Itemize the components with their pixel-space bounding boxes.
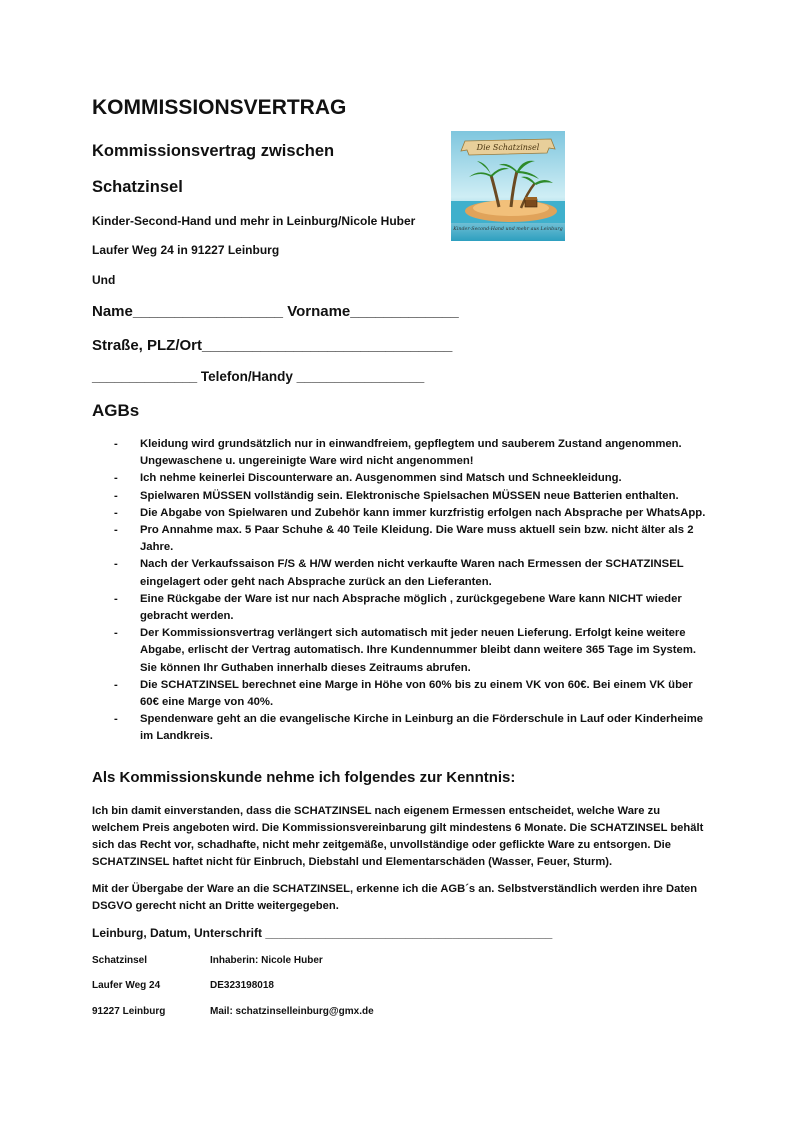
strasse-blank[interactable]: ______________________________: [202, 337, 453, 354]
phone-row: [92, 369, 424, 384]
phone-prefix-blank[interactable]: ______________: [92, 369, 198, 384]
contract-subtitle: Kommissionsvertrag zwischen: [92, 142, 335, 160]
phone-blank[interactable]: _________________: [296, 369, 425, 384]
name-label: Name: [92, 303, 133, 320]
footer-email: Mail: schatzinselleinburg@gmx.de: [210, 1006, 374, 1017]
footer-tax-id: DE323198018: [210, 980, 274, 991]
strasse-label: Straße, PLZ/Ort: [92, 337, 203, 354]
shop-description: Kinder-Second-Hand und mehr in Leinburg/Nicole Huber: [92, 214, 416, 228]
shop-name: Schatzinsel: [92, 178, 183, 196]
notice-paragraph-2: Mit der Übergabe der Ware an die SCHATZINSEL, erkenne ich die AGB´s an. Selbstverständlich werden ihre Daten DSGVO gerecht nicht an Dritte weitergegeben.: [92, 883, 698, 912]
footer-street: Laufer Weg 24: [92, 980, 161, 991]
vorname-blank[interactable]: _____________: [350, 303, 459, 320]
phone-label: Telefon/Handy: [200, 369, 293, 384]
address-row: [92, 337, 452, 354]
footer-city: 91227 Leinburg: [92, 1006, 166, 1017]
document-title: KOMMISSIONSVERTRAG: [92, 96, 347, 119]
logo-banner-text: Die Schatzinsel: [476, 143, 540, 152]
shop-address: Laufer Weg 24 in 91227 Leinburg: [92, 243, 280, 257]
agb-item: - Spielwaren MÜSSEN vollständig sein. Elektronische Spielsachen MÜSSEN neue Batterien enthalten.: [112, 488, 712, 505]
agb-item: - Spendenware geht an die evangelische Kirche in Leinburg an die Förderschule in Lauf oder Kinderheime im Landkreis.: [112, 711, 712, 745]
vorname-label: Vorname: [287, 303, 351, 320]
agb-item: - Die SCHATZINSEL berechnet eine Marge in Höhe von 60% bis zu einem VK von 60€. Bei einem VK über 60€ eine Marge von 40%.: [112, 677, 712, 711]
agb-item: - Ich nehme keinerlei Discounterware an. Ausgenommen sind Matsch und Schneekleidung.: [112, 470, 712, 487]
island-logo-icon: [451, 131, 565, 241]
signature-label: Leinburg, Datum, Unterschrift: [92, 926, 263, 940]
signature-row: [92, 926, 552, 940]
agb-item: - Der Kommissionsvertrag verlängert sich automatisch mit jeder neuen Lieferung. Erfolgt keine weitere Abgabe, erlischt der Vertrag automatisch. Ihre Kundennummer bleibt dann weitere 365 Tage im System. Sie können Ihr Guthaben innerhalb dieses Zeitraums abrufen.: [112, 625, 712, 677]
name-blank[interactable]: __________________: [132, 303, 284, 320]
agb-heading: AGBs: [92, 401, 140, 420]
name-vorname-row: [92, 303, 459, 320]
notice-paragraph-1: Ich bin damit einverstanden, dass die SCHATZINSEL nach eigenem Ermessen entscheidet, welche Ware zu welchem Preis angeboten wird. Die Kommissionsvereinbarung gilt mindestens 6 Monate. Die SCHATZINSEL behält sich das Recht vor, schadhafte, nicht mehr zeitgemäße, unvollständige oder geflickte Ware zu entsorgen. Die SCHATZINSEL haftet nicht für Einbruch, Diebstahl und Elementarschäden (Wasser, Feuer, Sturm).: [92, 805, 704, 868]
und-label: Und: [92, 273, 116, 287]
agb-item: - Kleidung wird grundsätzlich nur in einwandfreiem, gepflegtem und sauberem Zustand angenommen. Ungewaschene u. ungereinigte Ware wird nicht angenommen!: [112, 436, 712, 470]
agb-item: - Eine Rückgabe der Ware ist nur nach Absprache möglich , zurückgegebene Ware kann NICHT wieder gebracht werden.: [112, 591, 712, 625]
agb-item: - Pro Annahme max. 5 Paar Schuhe & 40 Teile Kleidung. Die Ware muss aktuell sein bzw. nicht älter als 2 Jahre.: [112, 522, 712, 556]
agb-item: - Die Abgabe von Spielwaren und Zubehör kann immer kurzfristig erfolgen nach Absprache per WhatsApp.: [112, 505, 712, 522]
schatzinsel-logo: [451, 131, 565, 241]
footer-owner: Inhaberin: Nicole Huber: [210, 955, 323, 966]
logo-caption: Kinder-Second-Hand und mehr aus Leinburg: [453, 227, 563, 232]
signature-blank[interactable]: ___________________________________________: [265, 926, 553, 940]
footer-shop-name: Schatzinsel: [92, 955, 148, 966]
agb-list: [112, 436, 712, 746]
agb-item: - Nach der Verkaufssaison F/S & H/W werden nicht verkaufte Waren nach Ermessen der SCHATZINSEL eingelagert oder geht nach Absprache zurück an den Lieferanten.: [112, 556, 712, 590]
notice-heading: Als Kommissionskunde nehme ich folgendes zur Kenntnis:: [92, 769, 516, 786]
